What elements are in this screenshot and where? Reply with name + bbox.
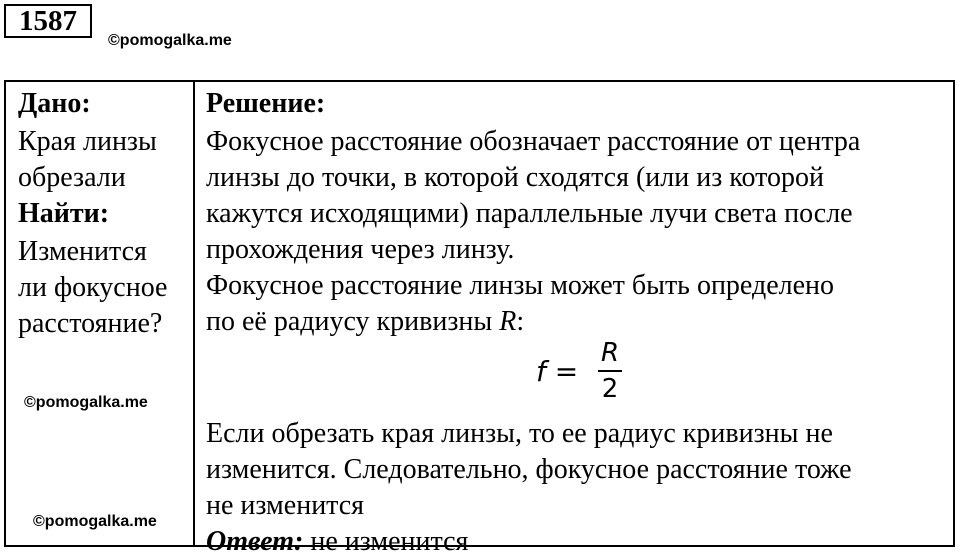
find-heading: Найти: (18, 198, 110, 229)
solution-table (4, 80, 955, 557)
given-line-2: обрезали (18, 162, 126, 193)
para2-prefix: по её радиусу кривизны (206, 306, 500, 337)
answer-line (206, 524, 946, 560)
formula-equals: = (554, 355, 579, 388)
solution-para1-line-2: линзы до точки, в которой сходятся (или из которой (206, 162, 824, 193)
solution-para1-line-4: прохождения через линзу. (206, 234, 515, 265)
given-column (18, 86, 188, 342)
find-line-1: Изменится (18, 236, 147, 267)
problem-number: 1587 (4, 4, 92, 38)
answer-label: Ответ: (206, 526, 304, 557)
solution-para1-line-1: Фокусное расстояние обозначает расстояние от центра (206, 126, 861, 157)
solution-heading: Решение: (206, 88, 326, 119)
find-line-3: расстояние? (18, 308, 163, 339)
solution-para3-line-1: Если обрезать края линзы, то ее радиус кривизны не (206, 418, 833, 449)
solution-para3-line-3: не изменится (206, 490, 365, 521)
solution-para2-line-1: Фокусное расстояние линзы может быть определено (206, 270, 835, 301)
find-line-2: ли фокусное (18, 272, 168, 303)
formula-f: f (536, 355, 546, 388)
solution-para3-line-2: изменится. Следовательно, фокусное расстояние тоже (206, 454, 852, 485)
watermark-bottom: ©pomogalka.me (33, 513, 157, 530)
watermark-top: ©pomogalka.me (108, 32, 232, 49)
watermark-left: ©pomogalka.me (24, 394, 148, 411)
given-heading: Дано: (18, 88, 91, 119)
formula-numerator: R (598, 336, 622, 372)
focal-length-formula (206, 340, 946, 416)
column-divider (193, 82, 195, 545)
solution-para1-line-3: кажутся исходящими) параллельные лучи света после (206, 198, 853, 229)
formula-lhs (536, 354, 578, 390)
answer-text: не изменится (303, 526, 469, 557)
solution-para2-line-2 (206, 304, 946, 340)
para2-suffix: : (516, 306, 525, 337)
radius-symbol: R (499, 306, 517, 337)
formula-fraction (598, 336, 622, 406)
formula-denominator: 2 (601, 374, 619, 404)
given-line-1: Края линзы (18, 126, 157, 157)
solution-column (206, 86, 946, 560)
